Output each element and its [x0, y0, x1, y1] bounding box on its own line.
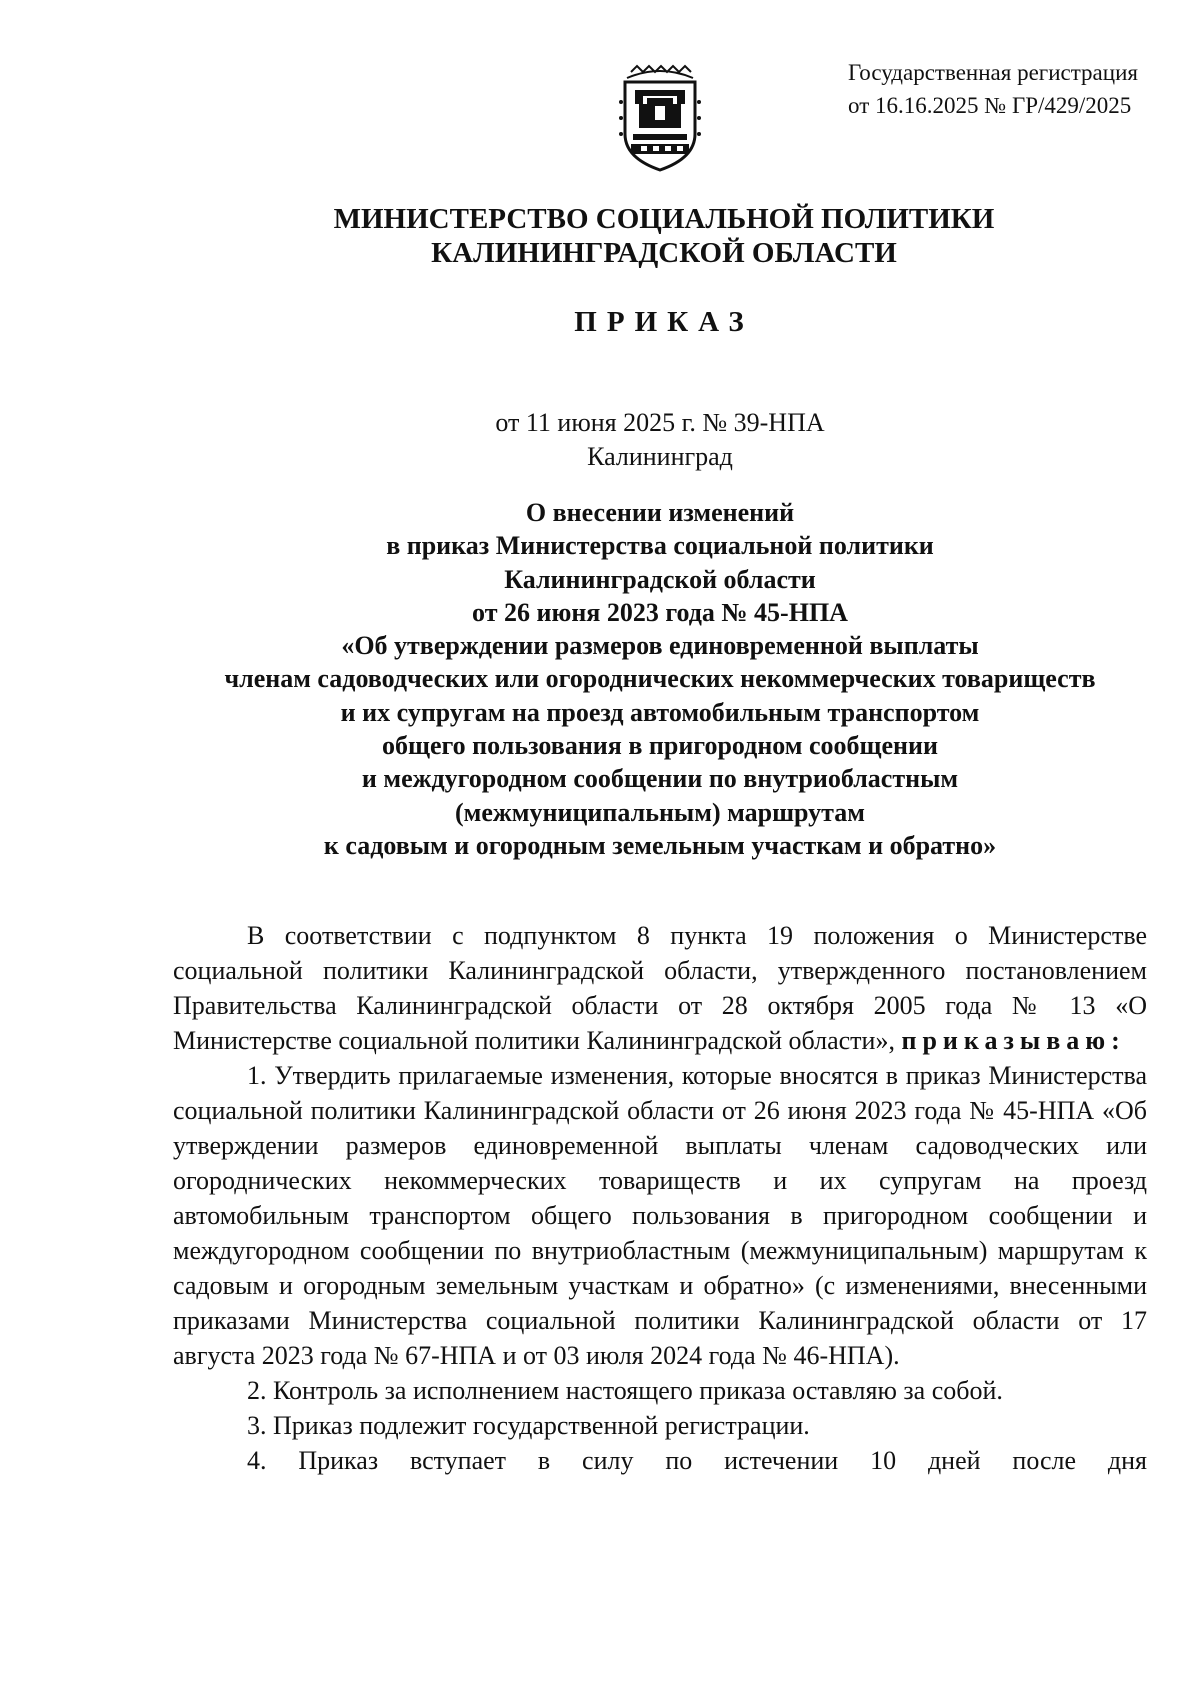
- order-date-block: [0, 406, 1200, 474]
- order-subject: [0, 496, 1200, 862]
- subject-line: и их супругам на проезд автомобильным транспортом: [340, 697, 980, 727]
- registration-line-2: от 16.16.2025 № ГР/429/2025: [848, 93, 1132, 118]
- registration-note: [848, 56, 1138, 122]
- order-city: Калининград: [587, 442, 733, 471]
- subject-line: в приказ Министерства социальной политики: [386, 531, 934, 561]
- order-body: [173, 918, 1147, 1478]
- item-3: 3. Приказ подлежит государственной регистрации.: [247, 1411, 810, 1440]
- item-4: 4. Приказ вступает в силу по истечении 10 дней после дня: [247, 1446, 1147, 1475]
- order-date-number: от 11 июня 2025 г. № 39-НПА: [495, 408, 825, 437]
- subject-line: к садовым и огородным земельным участкам и обратно»: [323, 830, 997, 860]
- preamble-paragraph: [173, 918, 1147, 1058]
- subject-line: членам садоводческих или огороднических некоммерческих товариществ: [224, 664, 1096, 694]
- decree-word: приказываю:: [901, 1026, 1126, 1055]
- subject-line: Калининградской области: [504, 564, 816, 594]
- subject-line: «Об утверждении размеров единовременной выплаты: [341, 631, 979, 661]
- coat-of-arms-icon: [617, 62, 703, 174]
- subject-line: О внесении изменений: [525, 498, 795, 527]
- document-type: ПРИКАЗ: [574, 306, 754, 338]
- ministry-name: [0, 202, 1200, 270]
- subject-line: (межмуниципальным) маршрутам: [455, 797, 865, 827]
- registration-line-1: Государственная регистрация: [848, 60, 1138, 85]
- ministry-line-2: КАЛИНИНГРАДСКОЙ ОБЛАСТИ: [431, 237, 897, 269]
- subject-line: и междугородном сообщении по внутриобластным: [361, 764, 959, 794]
- item-2: 2. Контроль за исполнением настоящего приказа оставляю за собой.: [247, 1376, 1003, 1405]
- subject-line: общего пользования в пригородном сообщении: [382, 731, 938, 761]
- subject-line: от 26 июня 2023 года № 45-НПА: [472, 597, 848, 627]
- ministry-line-1: МИНИСТЕРСТВО СОЦИАЛЬНОЙ ПОЛИТИКИ: [333, 203, 995, 235]
- preamble-text: В соответствии с подпунктом 8 пункта 19 положения о Министерстве социальной политики Калининградской области, утвержденного постановлением Правительства Калининградской области от 28 октября 2005 года № 13 «О Министерстве социальной политики Калининградской области»,: [173, 921, 1147, 1055]
- item-1: 1. Утвердить прилагаемые изменения, которые вносятся в приказ Министерства социальной политики Калининградской области от 26 июня 2023 года № 45-НПА «Об утверждении размеров единовременной выплаты членам садоводческих или огороднических некоммерческих товариществ и их супругам на проезд автомобильным транспортом общего пользования в пригородном сообщении и междугородном сообщении по внутриобластным (межмуниципальным) маршрутам к садовым и огородным земельным участкам и обратно» (с изменениями, внесенными приказами Министерства социальной политики Калининградской области от 17 августа 2023 года № 67-НПА и от 03 июля 2024 года № 46-НПА).: [173, 1061, 1147, 1370]
